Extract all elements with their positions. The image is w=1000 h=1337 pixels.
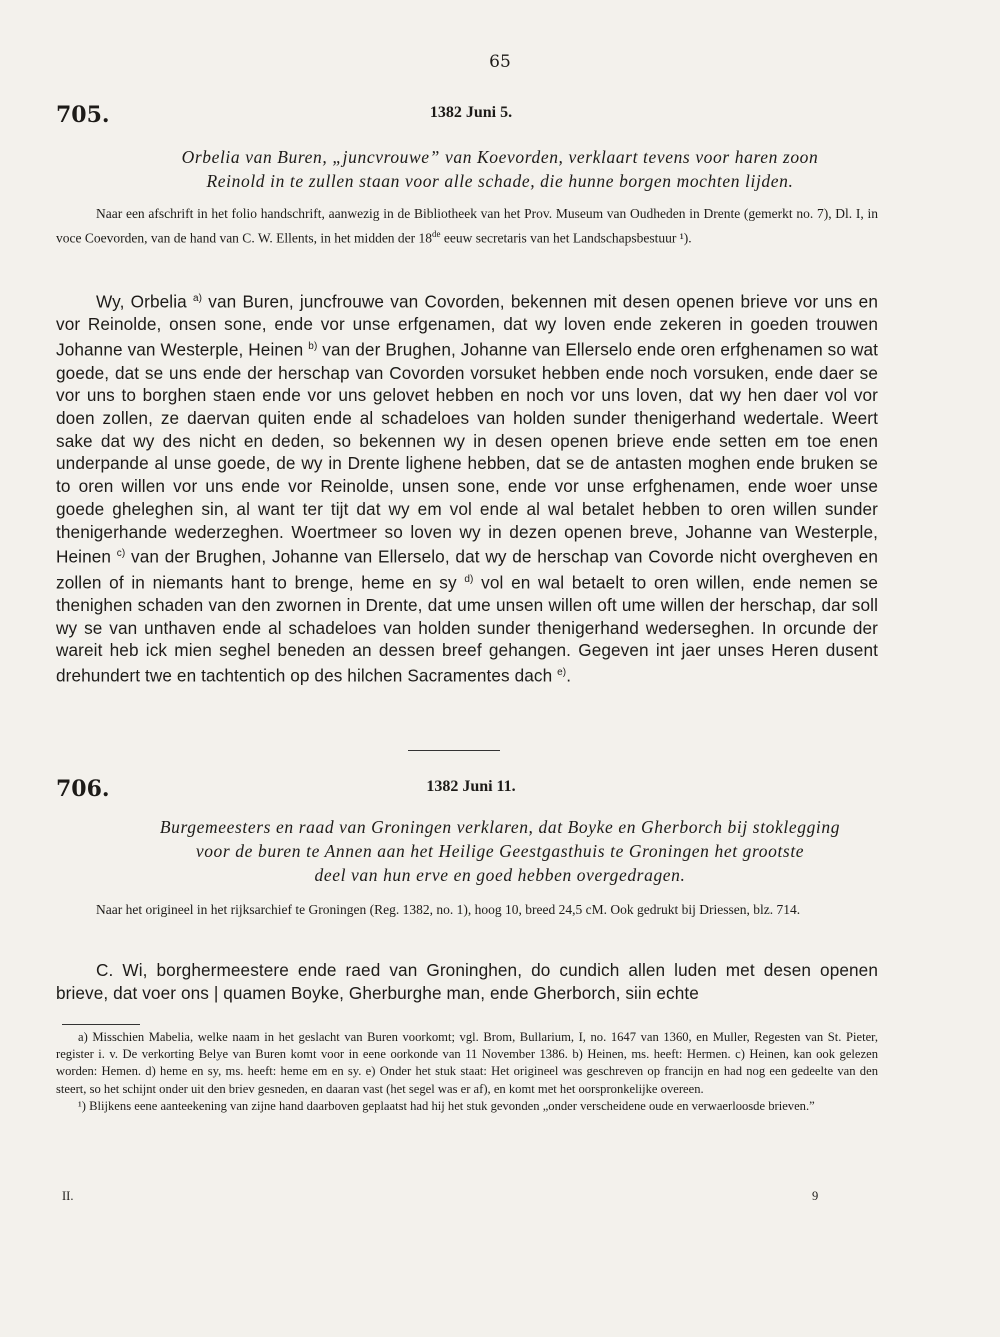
entry-706-header — [56, 776, 946, 806]
summary-line: Burgemeesters en raad van Groningen verklaren, dat Boyke en Gherborch bij stoklegging — [159, 817, 841, 837]
section-separator — [408, 750, 500, 751]
summary-line: voor de buren te Annen aan het Heilige Geestgasthuis te Groningen het grootste — [195, 841, 805, 861]
entry-number: 705. — [56, 102, 110, 128]
text-segment: van der Brughen, Johanne van Ellerselo, dat wy de herschap van Covorde nicht overgheven en zollen of in niemants hant to brenge, heme en sy — [56, 546, 878, 593]
summary-line: Orbelia van Buren, „juncvrouwe” van Koevorden, verklaart tevens voor haren zoon — [181, 147, 819, 167]
note-ref-d: d) — [464, 573, 474, 585]
entry-number: 706. — [56, 776, 110, 802]
entry-706-summary — [80, 815, 920, 887]
summary-line: Reinold in te zullen staan voor alle schade, die hunne borgen mochten lijden. — [206, 171, 794, 191]
summary-line: deel van hun erve en goed hebben overgedragen. — [314, 865, 686, 885]
entry-705-source — [56, 204, 878, 249]
footnote-rule — [62, 1024, 140, 1025]
note-ref-e: e) — [557, 667, 567, 679]
source-text-end: eeuw secretaris van het Landschapsbestuur ¹). — [440, 230, 692, 246]
signature-number: 9 — [812, 1189, 819, 1203]
page-number: 65 — [489, 52, 511, 72]
note-ref-b: b) — [308, 341, 318, 353]
footnotes — [56, 1029, 878, 1115]
text-segment: Wy, Orbelia — [96, 291, 193, 312]
entry-705-text — [56, 288, 878, 688]
note-ref-a: a) — [192, 293, 203, 304]
signature-mark: II. — [62, 1189, 74, 1203]
source-text: Naar een afschrift in het folio handschrift, aanwezig in de Bibliotheek van het Prov. Museum van Oudheden in Drente (gemerkt no. 7), Dl. I, in voce Coevorden, van de hand van C. W. Ellents, in het midden der 18 — [56, 206, 878, 246]
text-segment: . — [566, 665, 572, 686]
entry-705-header — [56, 102, 946, 132]
text-segment: vol en wal betaelt to oren willen, ende nemen se thenighen schaden van den zwornen in Drente, dat ume unsen willen oft ume willen der herschap, dar soll wy se van unthaven ende al schadeloes van holden sunder thenigerhand wederseghen. In orcunde der wareit heb ick mien seghel beneden an dessen breef gehangen. Gegeven int jaer unses Heren dusent drehundert twe en tachtentich op des hilchen Sacramentes dach — [56, 572, 878, 686]
entry-date: 1382 Juni 11. — [426, 778, 516, 795]
footnote: ¹) Blijkens eene aanteekening van zijne hand daarboven geplaatst had hij het stuk gevonden „onder verscheidene oude en verwaerloosde brieven.” — [78, 1098, 815, 1113]
source-superscript: de — [432, 229, 441, 239]
footnote: a) Misschien Mabelia, welke naam in het geslacht van Buren voorkomt; vgl. Brom, Bullarium, I, no. 1647 van 1360, en Muller, Regesten van St. Pieter, register i. v. De verkorting Belye van Buren komt voor in eene oorkonde van 11 November 1386. b) Heinen, ms. heeft: Hermen. c) Heinen, kan ook gelezen worden: Hemen. d) heme en sy, ms. heeft: heme em en sy. e) Onder het stuk staat: Het origineel was geschreven op francijn en had nog een gedeelte van den steert, so het schijnt onder uit den briev gesneden, en daaran vast (het segel was er af), en komt met het oorspronkelijke overeen. — [56, 1030, 878, 1096]
entry-706-source: Naar het origineel in het rijksarchief te Groningen (Reg. 1382, no. 1), hoog 10, breed 24,5 cM. Ook gedrukt bij Driessen, blz. 714. — [96, 902, 801, 917]
entry-706-text: C. Wi, borghermeestere ende raed van Groninghen, do cundich allen luden met desen openen brieve, dat voer ons | quamen Boyke, Gherburghe man, ende Gherborch, siin echte — [56, 960, 878, 1003]
text-segment: van der Brughen, Johanne van Ellerselo ende oren erfghenamen so wat goede, dat se uns ende der herschap van Covorden vorsuket hebben ende noch vorsuken, ende daer se vor uns to borghen staen ende vor uns gelovet hebben en noch vor uns loven, dat wy hen daer vol vor doen zollen, ze daervan quiten ende al schadeloes van holden sunder thenigerhand wedertale. Weert sake dat wy des nicht en deden, so bekennen wy in desen openen brieve ende setten em toe enen underpande al unse goede, de wy in Drente lighene hebben, dat se de antasten moghen ende bruken se to oren willen vor uns ende vor Reinolde, unsen sone, ende vor unse erfghenamen, ende woer unse goede gheleghen sin, al want ter tijt dat wy em vol ende al wal betalet hebben to oren willen sunder thenigerhande wederzeghen. Woertmeer so loven wy in dezen openen breve, Johanne van Westerple, Heinen — [56, 339, 879, 567]
entry-date: 1382 Juni 5. — [429, 104, 513, 121]
note-ref-c: c) — [116, 548, 126, 560]
text-segment: van Buren, juncfrouwe van Covorden, bekennen mit desen openen brieve vor uns en vor Reinolde, onsen sone, ende vor unse erfgenamen, dat wy loven ende zekeren in goeden trouwen Johanne van Westerple, Heinen — [56, 291, 878, 360]
entry-705-summary — [80, 145, 920, 193]
